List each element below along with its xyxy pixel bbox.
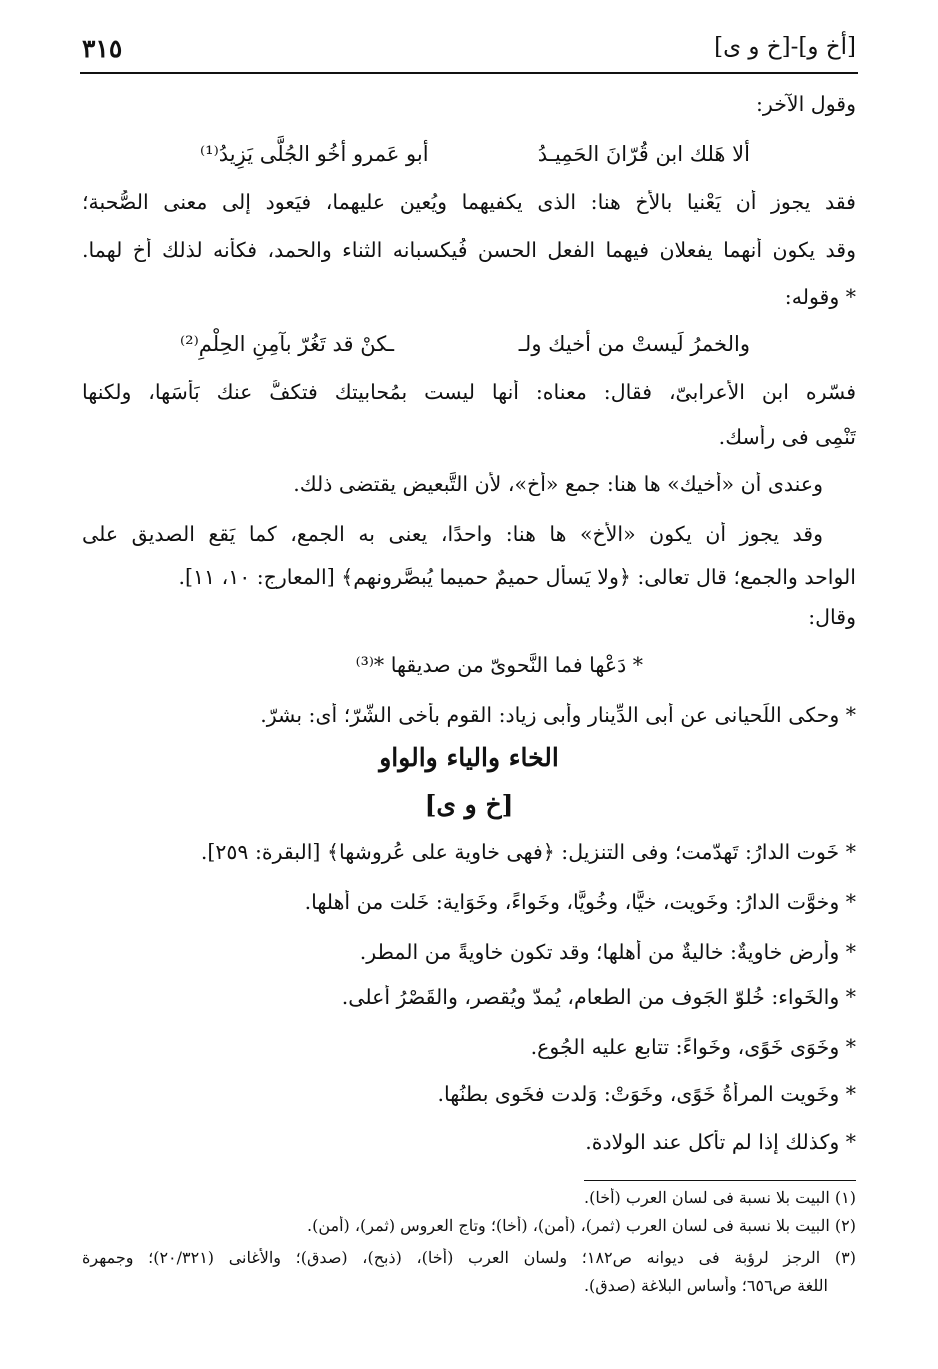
text-line: وقد يكون أنهما يفعلان فيهما الفعل الحسن فُيكسبانه الثناء والحمد، فكأنه لذلك أخ لهما. xyxy=(82,238,856,262)
entry-line: * وخوَّت الدارُ: وخَويت، خيًّا، وخُويًّا، وخَواءً، وخَوَاية: خَلت من أهلها. xyxy=(304,890,856,914)
root-heading: [خ و ى] xyxy=(424,790,514,819)
verse-hemistich-first: والخمرُ لَيستْ من أخيك ولـ xyxy=(518,332,750,356)
page-number: ٣١٥ xyxy=(82,34,123,63)
text-line: الواحد والجمع؛ قال تعالى: ﴿ولا يَسأل حميمٌ حميما يُبصَّرونهم﴾ [المعارج: ١٠، ١١]. xyxy=(178,565,856,589)
footnote: (٢) البيت بلا نسبة فى لسان العرب (ثمر)، (أمن)، (أخا)؛ وتاج العروس (ثمر)، (أمن). xyxy=(307,1216,856,1235)
verse-hemistich-first: ألا هَلك ابن قُرّانَ الحَمِيـدُ xyxy=(537,142,750,166)
text-line: * وحكى اللِّحيانى عن أبى الدِّينار وأبى زياد: القوم بأخى الشّرّ؛ أى: بشرّ. xyxy=(260,703,856,727)
entry-line: * خَوت الدارُ: تَهدّمت؛ وفى التنزيل: ﴿فهى خاوية على عُروشها﴾ [البقرة: ٢٥٩]. xyxy=(200,840,856,864)
text-line: فقد يجوز أن يَعْنيا بالأخ هنا: الذى يكفيهما ويُعين عليهما، فيَعود إلى معنى الصُّحبة؛ xyxy=(82,190,856,214)
text-line: فسّره ابن الأعرابىّ، فقال: معناه: أنها ليست بمُحابيتك فتكفُّ عنك بَأسَها، ولكنها xyxy=(82,380,856,404)
page-header xyxy=(82,30,856,70)
footnote: اللغة ص٦٥٦؛ وأساس البلاغة (صدق). xyxy=(583,1276,828,1295)
section-heading: الخاء والياء والواو xyxy=(379,743,559,772)
text-line: وقال: xyxy=(808,605,856,629)
entry-line: * وخَويت المرأةُ خَوًى، وخَوَتْ: وَلدت فخَوى بطنُها. xyxy=(437,1082,856,1106)
footnote: (١) البيت بلا نسبة فى لسان العرب (أخا). xyxy=(584,1188,856,1207)
footnote-rule xyxy=(584,1180,856,1181)
verse-hemistich-second: أبو عَمرو أخُو الجُلَّى يَزِيدُ⁽¹⁾ xyxy=(200,142,429,166)
rajaz-line: * دَعْها فما النَّحوىّ من صديقها *⁽³⁾ xyxy=(355,653,643,677)
entry-line: * وأرض خاويةٌ: خاليةٌ من أهلها؛ وقد تكون خاويةً من المطر. xyxy=(359,940,856,964)
entry-line: * وخَوَى خَوًى، وخَواءً: تتابع عليه الجُوع. xyxy=(530,1035,856,1059)
running-head: [أخ و]-[خ و ى] xyxy=(714,34,856,60)
text-line: تَنْمِى فى رأسك. xyxy=(718,425,856,449)
text-line: وقول الآخر: xyxy=(756,92,856,116)
footnote: (٣) الرجز لرؤبة فى ديوانه ص١٨٢؛ ولسان العرب (أخا)، (ذبح)، (صدق)؛ والأغانى (٢٠/٣٢١)؛ وجمهرة xyxy=(82,1248,856,1267)
header-rule xyxy=(80,72,858,74)
text-line: وقد يجوز أن يكون «الأخ» ها هنا: واحدًا، يعنى به الجمع، كما يَقع الصديق على xyxy=(82,522,823,546)
verse-hemistich-second: ـكنْ قد تَغُرّ بآمِنِ الحِلْمِ⁽²⁾ xyxy=(180,332,395,356)
entry-line: * والخَواء: خُلوّ الجَوف من الطعام، يُمدّ ويُقصر، والقَصْرُ أعلى. xyxy=(341,985,856,1009)
entry-line: * وكذلك إذا لم تأكل عند الولادة. xyxy=(585,1130,856,1154)
text-line: * وقوله: xyxy=(784,285,856,309)
text-line: وعندى أن «أخيك» ها هنا: جمع «أخ»، لأن التَّبعيض يقتضى ذلك. xyxy=(293,472,823,496)
